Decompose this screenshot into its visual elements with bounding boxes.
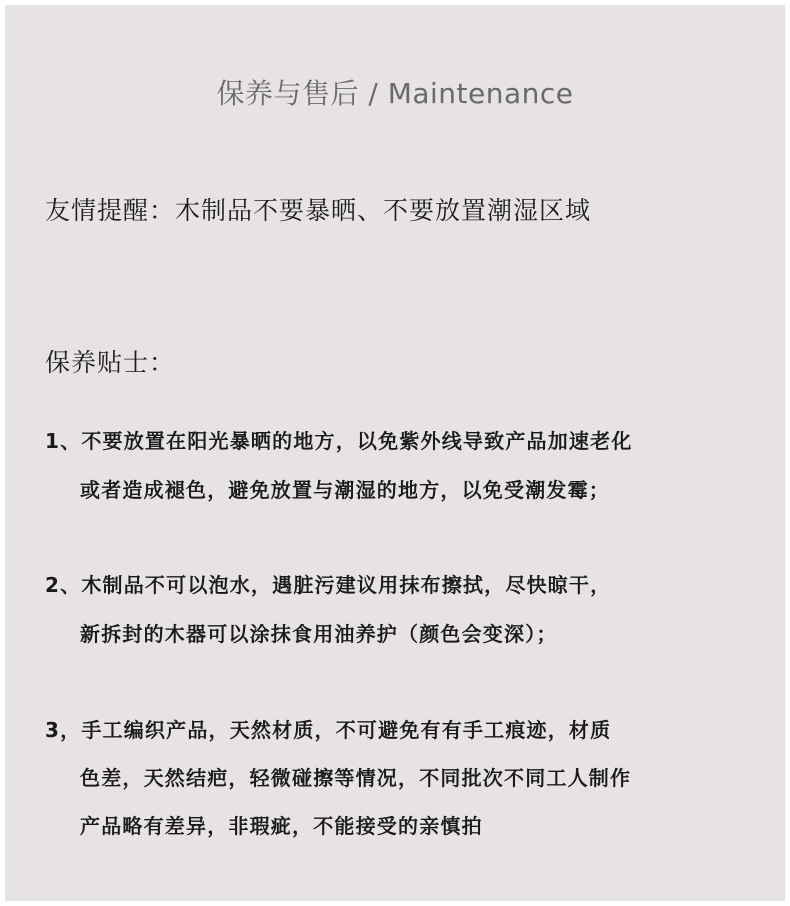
tip-2-line-2: 新拆封的木器可以涂抹食用油养护（颜色会变深）； [80, 622, 558, 646]
tip-1-line-1: 1、不要放置在阳光暴晒的地方，以免紫外线导致产品加速老化 [45, 429, 633, 453]
friendly-reminder: 友情提醒：木制品不要暴晒、不要放置潮湿区域 [45, 196, 592, 225]
tip-1-line-2: 或者造成褪色，避免放置与潮湿的地方，以免受潮发霉； [80, 478, 610, 502]
tip-3-line-1: 3，手工编织产品，天然材质，不可避免有有手工痕迹，材质 [45, 718, 612, 742]
tips-heading: 保养贴士： [45, 348, 176, 377]
tip-3-line-2: 色差，天然结疤，轻微碰擦等情况，不同批次不同工人制作 [80, 766, 632, 790]
tip-3-line-3: 产品略有差异，非瑕疵，不能接受的亲慎拍 [80, 814, 483, 838]
tip-2-line-1: 2、木制品不可以泡水，遇脏污建议用抹布擦拭，尽快晾干， [45, 573, 612, 597]
page-title: 保养与售后 / Maintenance [216, 77, 574, 110]
